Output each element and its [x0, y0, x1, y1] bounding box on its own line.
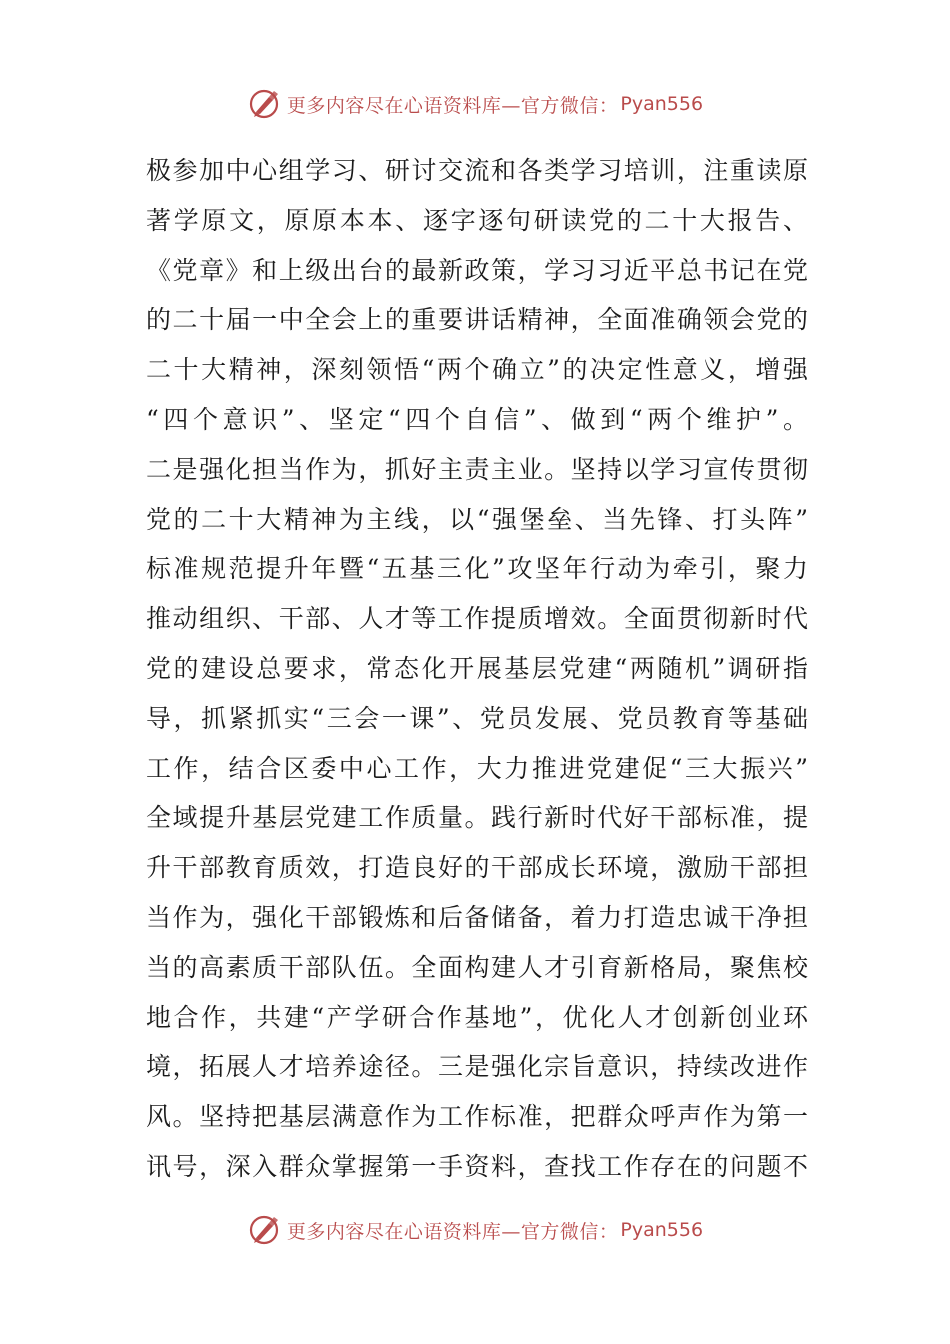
pen-logo-icon [247, 86, 283, 122]
text-line: 党的二十大精神为主线，以“强堡垒、当先锋、打头阵” [146, 504, 808, 534]
text-line: 境，拓展人才培养途径。三是强化宗旨意识，持续改进作 [146, 1052, 808, 1082]
watermark-text: 更多内容尽在心语资料库—官方微信： [286, 1220, 619, 1243]
text-line: 《党章》和上级出台的最新政策，学习习近平总书记在党 [146, 255, 808, 285]
text-line: 全域提升基层党建工作质量。践行新时代好干部标准，提 [146, 803, 808, 833]
text-line: 标准规范提升年暨“五基三化”攻坚年行动为牵引，聚力 [146, 554, 808, 584]
pen-logo-icon [247, 1212, 283, 1248]
text-line: 著学原文，原原本本、逐字逐句研读党的二十大报告、 [146, 205, 808, 235]
text-line: 党的建设总要求，常态化开展基层党建“两随机”调研指 [146, 653, 808, 683]
watermark-wechat-id: Pyan556 [620, 93, 704, 115]
text-line: 当的高素质干部队伍。全面构建人才引育新格局，聚焦校 [146, 952, 808, 982]
text-line: 导，抓紧抓实“三会一课”、党员发展、党员教育等基础 [146, 703, 808, 733]
text-line: 地合作，共建“产学研合作基地”，优化人才创新创业环 [146, 1002, 808, 1032]
text-line: 推动组织、干部、人才等工作提质增效。全面贯彻新时代 [146, 604, 808, 634]
watermark-text: 更多内容尽在心语资料库—官方微信： [286, 94, 619, 117]
text-line: 的二十届一中全会上的重要讲话精神，全面准确领会党的 [146, 305, 808, 335]
text-line: 二十大精神，深刻领悟“两个确立”的决定性意义，增强 [146, 355, 808, 385]
watermark-wechat-id: Pyan556 [620, 1219, 704, 1241]
text-line: 极参加中心组学习、研讨交流和各类学习培训，注重读原 [146, 156, 808, 185]
text-line: 讯号，深入群众掌握第一手资料，查找工作存在的问题不 [146, 1151, 808, 1181]
header-watermark [0, 84, 950, 124]
footer-watermark [0, 1210, 950, 1250]
text-line: 二是强化担当作为，抓好主责主业。坚持以学习宣传贯彻 [146, 454, 808, 484]
text-line: 工作，结合区委中心工作，大力推进党建促“三大振兴” [146, 753, 808, 783]
text-line: 风。坚持把基层满意作为工作标准，把群众呼声作为第一 [146, 1102, 808, 1132]
text-line: “四个意识”、坚定“四个自信”、做到“两个维护”。 [146, 404, 808, 434]
text-line: 当作为，强化干部锻炼和后备储备，着力打造忠诚干净担 [146, 902, 808, 932]
text-line: 升干部教育质效，打造良好的干部成长环境，激励干部担 [146, 853, 808, 883]
document-body [146, 146, 808, 1192]
